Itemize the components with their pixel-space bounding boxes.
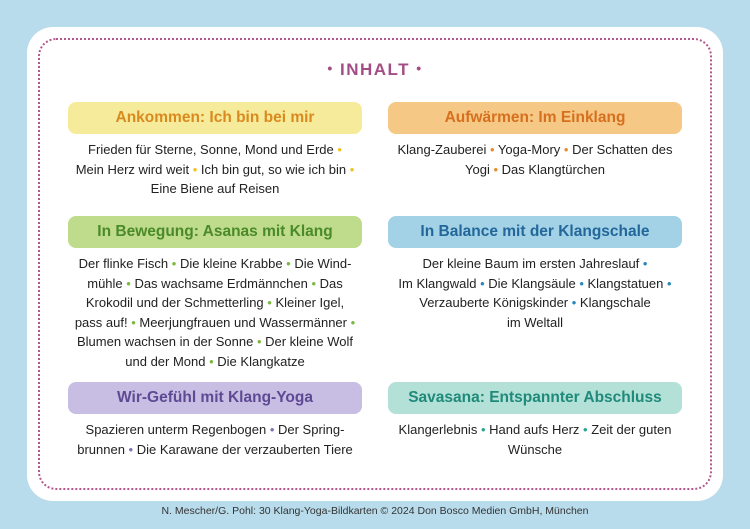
item-line (388, 274, 682, 294)
bullet-icon: • (327, 60, 334, 76)
bullet-separator-icon: • (568, 295, 580, 310)
section-wir-gefuehl (68, 382, 362, 459)
item-text: im Weltall (506, 314, 564, 330)
page-title-text: INHALT (339, 60, 411, 79)
bullet-separator-icon: • (477, 422, 490, 437)
item-text: Der Spring- (278, 422, 345, 437)
item-text: Die Klangkatze (217, 353, 305, 369)
section-heading: In Bewegung: Asanas mit Klang (68, 216, 362, 248)
section-items (388, 140, 682, 179)
bullet-separator-icon: • (124, 441, 137, 457)
page-title (0, 60, 750, 80)
section-items (388, 254, 682, 332)
item-text: Yogi (465, 161, 490, 177)
bullet-separator-icon: • (266, 422, 278, 437)
item-line (68, 332, 362, 352)
bullet-separator-icon: • (347, 314, 356, 330)
bullet-separator-icon: • (122, 275, 135, 291)
bullet-separator-icon: • (579, 422, 592, 437)
item-line (388, 254, 682, 274)
section-ankommen (68, 102, 362, 199)
item-line (388, 313, 682, 333)
section-heading: Savasana: Entspannter Abschluss (388, 382, 682, 414)
item-text: Verzauberte Königskinder (419, 295, 569, 310)
item-line (68, 274, 362, 294)
item-text: Meerjungfrauen und Wassermänner (139, 314, 347, 330)
bullet-separator-icon: • (476, 275, 489, 291)
item-text: Die kleine Krabbe (179, 256, 283, 271)
section-heading: In Balance mit der Klangschale (388, 216, 682, 248)
copyright-footer: N. Mescher/G. Pohl: 30 Klang-Yoga-Bildkarten © 2024 Don Bosco Medien GmbH, München (161, 505, 589, 517)
item-text: Mein Herz wird weit (75, 161, 190, 177)
item-text: Klangstatuen (587, 275, 664, 291)
section-heading: Wir-Gefühl mit Klang-Yoga (68, 382, 362, 414)
item-text: Ich bin gut, so wie ich bin (200, 161, 347, 177)
item-line (68, 440, 362, 460)
section-heading: Ankommen: Ich bin bei mir (68, 102, 362, 134)
item-line (68, 313, 362, 333)
bullet-icon: • (416, 60, 423, 76)
section-savasana (388, 382, 682, 459)
section-items (388, 420, 682, 459)
section-bewegung (68, 216, 362, 371)
section-balance (388, 216, 682, 332)
item-text: pass auf! (74, 314, 128, 330)
item-text: Der flinke Fisch (78, 256, 169, 271)
bullet-separator-icon: • (253, 334, 266, 349)
item-text: Frieden für Sterne, Sonne, Mond und Erde (88, 142, 334, 157)
item-text: Kleiner Igel, (275, 295, 345, 310)
bullet-separator-icon: • (189, 161, 201, 177)
item-text: Hand aufs Herz (489, 422, 580, 437)
bullet-separator-icon: • (205, 353, 218, 369)
item-text: Krokodil und der Schmetterling (85, 295, 264, 310)
bullet-separator-icon: • (346, 161, 355, 177)
item-text: Spazieren unterm Regenbogen (85, 422, 267, 437)
item-line (68, 352, 362, 372)
item-text: Der kleine Baum im ersten Jahreslauf (422, 256, 640, 271)
bullet-separator-icon: • (575, 275, 588, 291)
item-line (68, 179, 362, 199)
bullet-separator-icon: • (127, 314, 140, 330)
section-heading: Aufwärmen: Im Einklang (388, 102, 682, 134)
item-text: Eine Biene auf Reisen (150, 181, 280, 196)
item-text: Klangerlebnis (398, 422, 478, 437)
item-text: Die Wind- (294, 256, 352, 271)
item-text: Das wachsame Erdmännchen (134, 275, 308, 291)
item-line (388, 160, 682, 180)
section-items (68, 254, 362, 371)
item-line (388, 420, 682, 440)
item-text: Im Klangwald (398, 275, 477, 291)
bullet-separator-icon: • (486, 142, 498, 157)
item-text: Die Klangsäule (488, 275, 576, 291)
item-text: Wünsche (507, 441, 563, 457)
item-text: Das Klangtürchen (501, 161, 605, 177)
item-line (68, 293, 362, 313)
item-text: Klang-Zauberei (397, 142, 487, 157)
bullet-separator-icon: • (560, 142, 573, 157)
bullet-separator-icon: • (663, 275, 672, 291)
item-text: Blumen wachsen in der Sonne (76, 334, 254, 349)
item-line (68, 160, 362, 180)
bullet-separator-icon: • (489, 161, 502, 177)
section-aufwaermen (388, 102, 682, 179)
item-text: Zeit der guten (591, 422, 672, 437)
item-text: mühle (87, 275, 123, 291)
bullet-separator-icon: • (333, 142, 342, 157)
item-line (388, 140, 682, 160)
item-text: Das (319, 275, 343, 291)
item-text: Die Karawane der verzauberten Tiere (136, 441, 353, 457)
bullet-separator-icon: • (639, 256, 648, 271)
item-text: Der Schatten des (572, 142, 673, 157)
section-items (68, 420, 362, 459)
section-items (68, 140, 362, 199)
item-text: Der kleine Wolf (265, 334, 354, 349)
item-line (68, 140, 362, 160)
bullet-separator-icon: • (168, 256, 180, 271)
bullet-separator-icon: • (307, 275, 320, 291)
item-line (68, 420, 362, 440)
item-line (388, 440, 682, 460)
item-text: brunnen (77, 441, 125, 457)
bullet-separator-icon: • (263, 295, 276, 310)
item-line (68, 254, 362, 274)
item-line (388, 293, 682, 313)
item-text: Klangschale (579, 295, 651, 310)
item-text: und der Mond (125, 353, 206, 369)
item-text: Yoga-Mory (497, 142, 561, 157)
bullet-separator-icon: • (282, 256, 295, 271)
